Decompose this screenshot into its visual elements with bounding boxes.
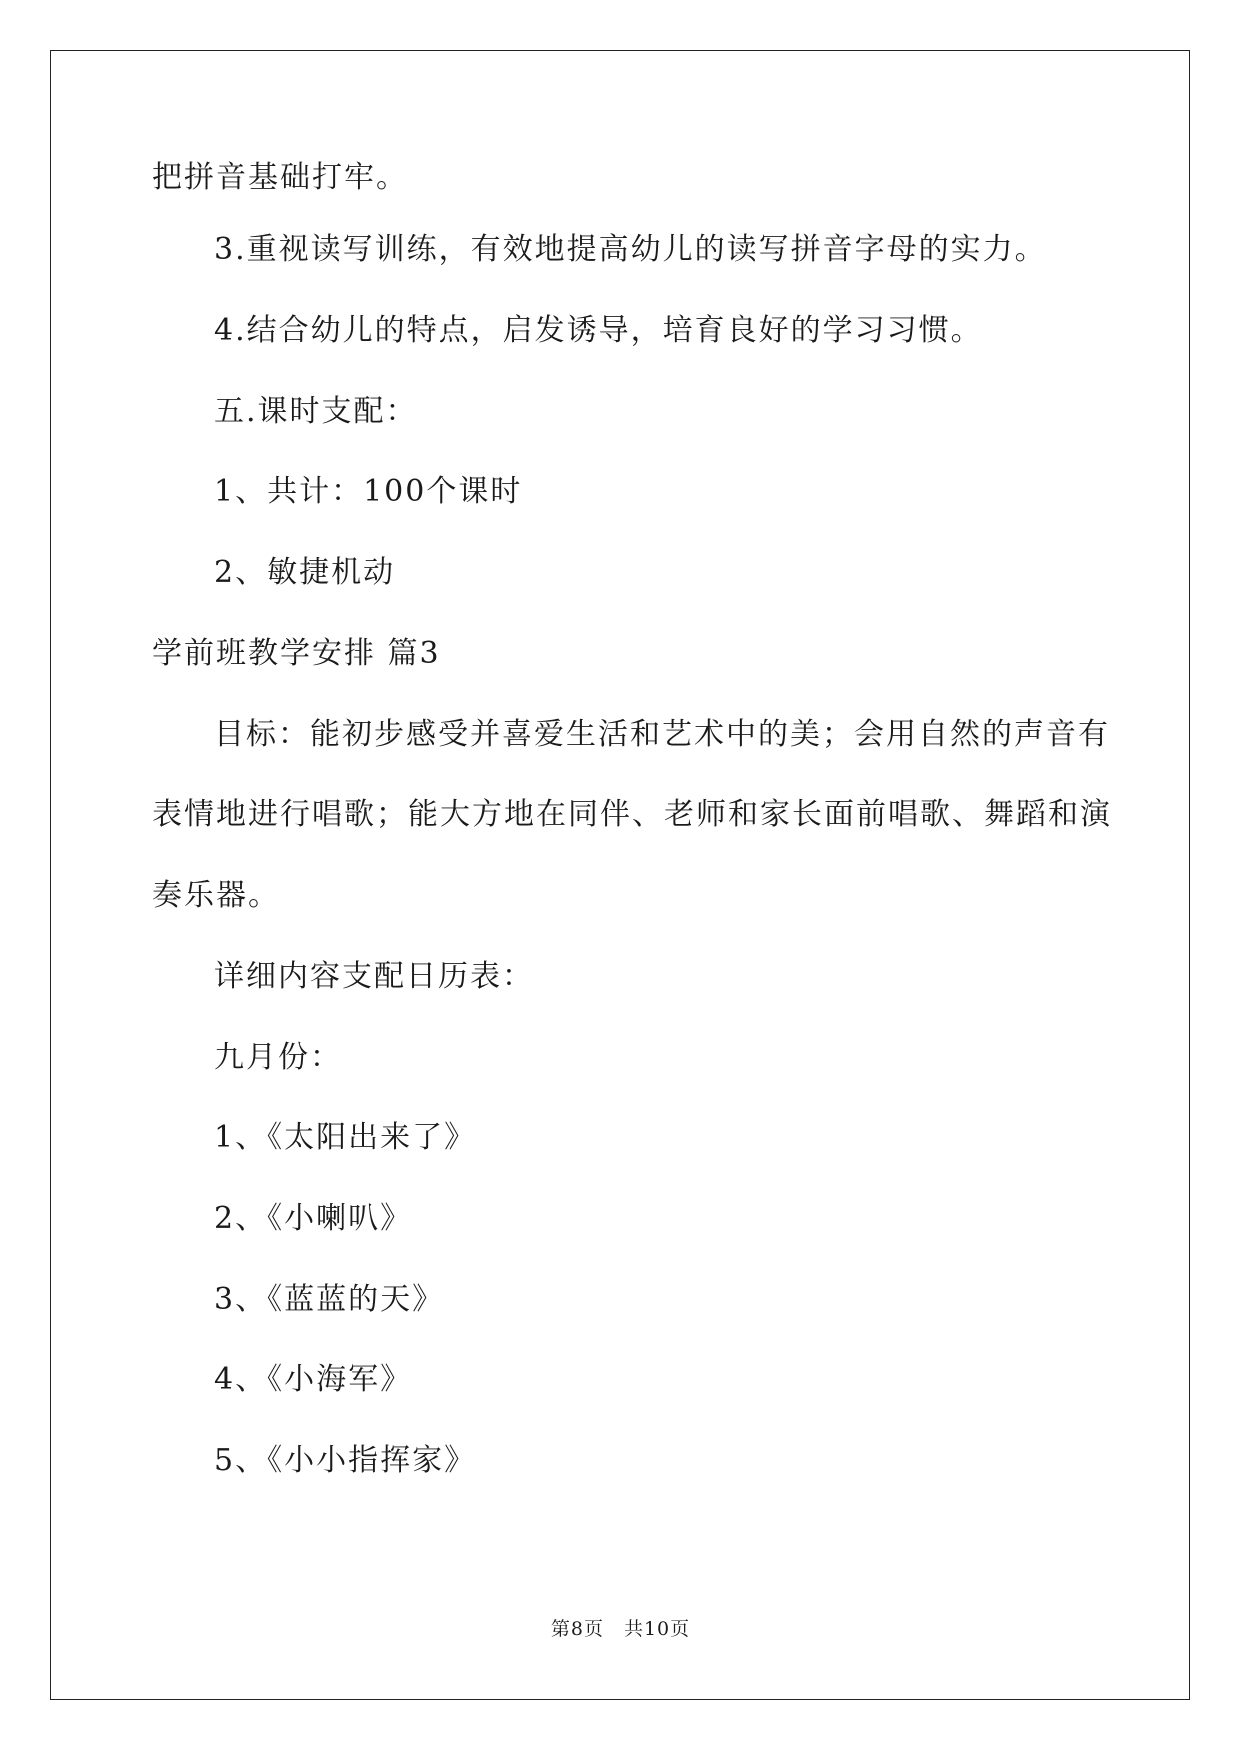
paragraph-goal-line-2: 表情地进行唱歌；能大方地在同伴、老师和家长面前唱歌、舞蹈和演 [152, 797, 1112, 832]
list-item-song-1: 1、《太阳出来了》 [214, 1120, 477, 1155]
section-title-part-3: 学前班教学安排 篇3 [152, 636, 441, 671]
page-footer [0, 1617, 1241, 1641]
list-item-song-2: 2、《小喇叭》 [214, 1201, 413, 1236]
text-line-item-3: 3.重视读写训练，有效地提高幼儿的读写拼音字母的实力。 [214, 232, 1047, 267]
text-line-total-hours: 1、共计：100个课时 [214, 474, 523, 509]
paragraph-goal-line-3: 奏乐器。 [152, 878, 280, 913]
text-line-item-4: 4.结合幼儿的特点，启发诱导，培育良好的学习习惯。 [214, 313, 983, 348]
text-line-continuation: 把拼音基础打牢。 [152, 160, 408, 195]
paragraph-goal-line-1: 目标：能初步感受并喜爱生活和艺术中的美；会用自然的声音有 [214, 717, 1110, 752]
list-item-song-3: 3、《蓝蓝的天》 [214, 1282, 445, 1317]
section-heading-schedule: 五.课时支配： [214, 394, 418, 429]
list-item-song-4: 4、《小海军》 [214, 1362, 413, 1397]
page-number: 第8页 [550, 1618, 604, 1640]
page-total: 共10页 [623, 1618, 691, 1640]
list-item-song-5: 5、《小小指挥家》 [214, 1443, 477, 1478]
text-line-flexible: 2、敏捷机动 [214, 555, 396, 590]
text-line-calendar-heading: 详细内容支配日历表： [214, 959, 534, 994]
text-line-september: 九月份： [214, 1040, 342, 1075]
